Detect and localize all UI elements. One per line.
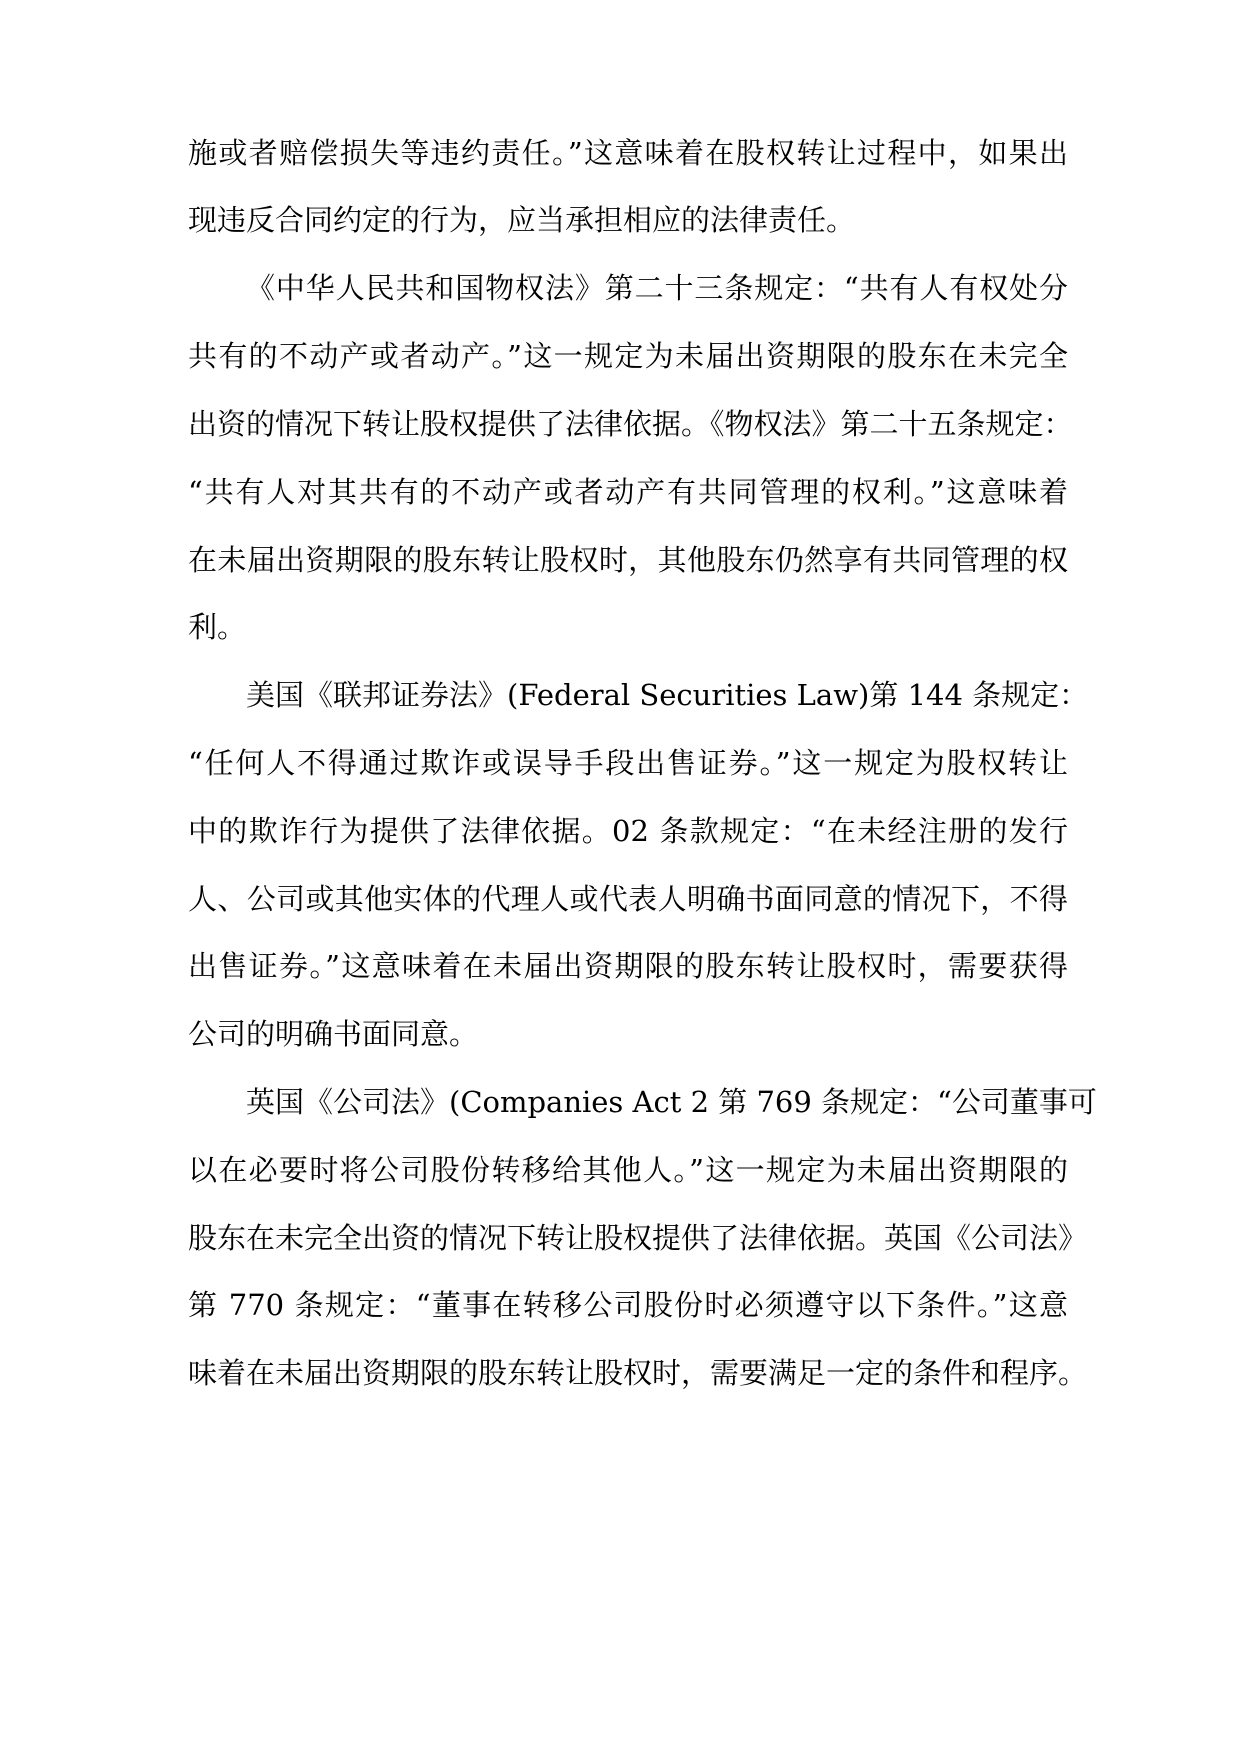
text-line-3: 《中华人民共和国物权法》第二十三条规定：“共有人有权处分 xyxy=(246,271,1068,305)
text-line-15: 英国《公司法》(Companies Act 2 第 769 条规定：“公司董事可 xyxy=(246,1085,1097,1119)
text-line-1: 施或者赔偿损失等违约责任。”这意味着在股权转让过程中，如果出 xyxy=(188,136,1068,170)
text-line-16: 以在必要时将公司股份转移给其他人。”这一规定为未届出资期限的 xyxy=(188,1153,1068,1187)
text-line-4: 共有的不动产或者动产。”这一规定为未届出资期限的股东在未完全 xyxy=(188,339,1068,373)
text-line-19: 味着在未届出资期限的股东转让股权时，需要满足一定的条件和程序。 xyxy=(188,1356,1088,1390)
text-line-10: “任何人不得通过欺诈或误导手段出售证券。”这一规定为股权转让 xyxy=(188,746,1068,780)
text-line-2: 现违反合同约定的行为，应当承担相应的法律责任。 xyxy=(188,203,856,237)
text-line-14: 公司的明确书面同意。 xyxy=(188,1017,479,1051)
text-line-11: 中的欺诈行为提供了法律依据。02 条款规定：“在未经注册的发行 xyxy=(188,814,1068,848)
text-line-8: 利。 xyxy=(188,610,247,644)
text-line-7: 在未届出资期限的股东转让股权时，其他股东仍然享有共同管理的权 xyxy=(188,543,1068,577)
text-line-6: “共有人对其共有的不动产或者动产有共同管理的权利。”这意味着 xyxy=(188,475,1068,509)
text-line-18: 第 770 条规定：“董事在转移公司股份时必须遵守以下条件。”这意 xyxy=(188,1288,1068,1322)
text-line-5: 出资的情况下转让股权提供了法律依据。《物权法》第二十五条规定： xyxy=(188,407,1073,441)
text-line-13: 出售证券。”这意味着在未届出资期限的股东转让股权时，需要获得 xyxy=(188,949,1068,983)
text-line-17: 股东在未完全出资的情况下转让股权提供了法律依据。英国《公司法》 xyxy=(188,1221,1088,1255)
text-line-9: 美国《联邦证券法》(Federal Securities Law)第 144 条规定： xyxy=(246,678,1089,712)
text-line-12: 人、公司或其他实体的代理人或代表人明确书面同意的情况下，不得 xyxy=(188,882,1068,916)
